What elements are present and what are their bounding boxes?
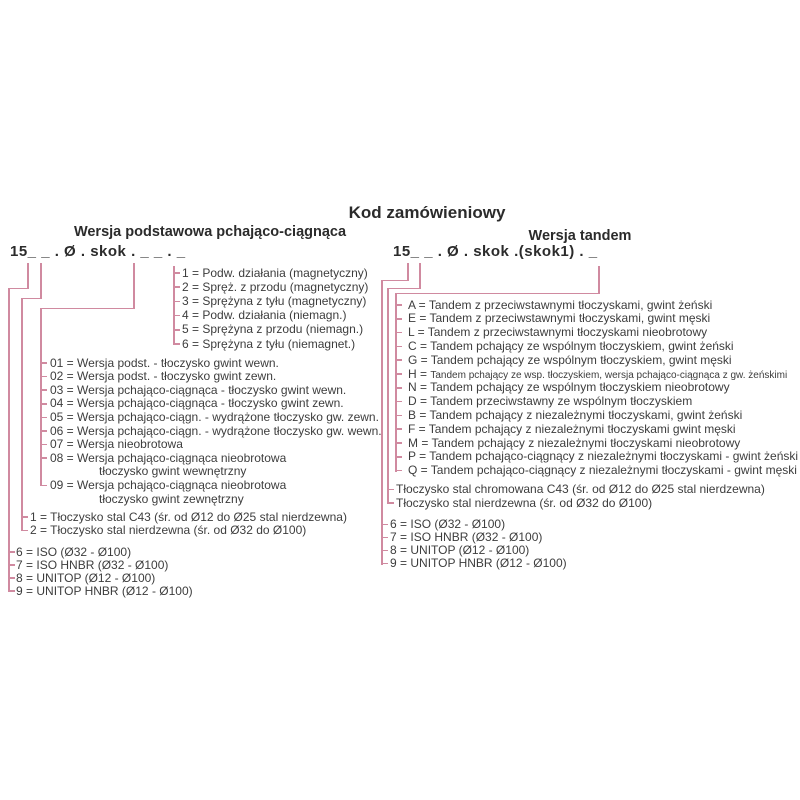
action-type-item bbox=[182, 295, 366, 308]
version-item bbox=[50, 357, 279, 370]
item-code: P = bbox=[408, 449, 430, 464]
connector-line bbox=[8, 288, 10, 592]
tick-line bbox=[8, 551, 15, 553]
item-code: 08 = bbox=[50, 450, 78, 465]
version-item bbox=[50, 411, 379, 424]
tick-line bbox=[173, 343, 180, 345]
connector-line bbox=[381, 280, 383, 565]
tick-line bbox=[173, 301, 180, 303]
item-label: Tandem przeciwstawny ze wspólnym tłoczyskiem bbox=[430, 394, 693, 409]
tick-line bbox=[8, 577, 15, 579]
tandem-type-item bbox=[408, 423, 736, 436]
item-label: Tandem pchający z niezależnymi tłoczyskami nieobrotowy bbox=[431, 435, 741, 450]
item-code: N = bbox=[408, 380, 431, 395]
item-code: 04 = bbox=[50, 396, 78, 411]
tick-line bbox=[40, 417, 47, 419]
item-label: Tandem pchająco-ciągnący z niezależnymi tłoczyskami - gwint żeński bbox=[429, 449, 799, 464]
item-label: Sprężyna z tyłu (niemagnet.) bbox=[202, 336, 356, 351]
version-item bbox=[50, 452, 286, 465]
item-label: Tandem pchający ze wspólnym tłoczyskiem nieobrotowy bbox=[430, 380, 730, 395]
tick-line bbox=[395, 442, 402, 444]
tick-line bbox=[395, 456, 402, 458]
item-label: Tandem pchający ze wsp. tłoczyskiem, wersja pchająco-ciągnąca z gw. żeńskimi bbox=[430, 369, 788, 381]
tick-line bbox=[381, 524, 388, 526]
item-label: UNITOP (Ø12 - Ø100) bbox=[36, 570, 156, 585]
rod-material-item bbox=[30, 511, 347, 524]
item-label: Tandem pchający z niezależnymi tłoczyskami, gwint żeński bbox=[429, 407, 743, 422]
item-code: M = bbox=[408, 435, 432, 450]
item-code: F = bbox=[408, 421, 429, 436]
connector-line bbox=[40, 308, 135, 310]
version-item bbox=[50, 370, 276, 383]
basic-version-heading: Wersja podstawowa pchająco-ciągnąca bbox=[73, 224, 347, 240]
basic-order-code: 15_ _ . Ø . skok . _ _ . _ bbox=[10, 243, 186, 260]
tandem-type-item bbox=[408, 326, 707, 339]
item-label: Wersja pchająco-ciągn. - wydrążone tłoczysko gw. zewn. bbox=[77, 409, 379, 424]
action-type-item bbox=[182, 338, 355, 351]
connector-line bbox=[387, 288, 389, 504]
tick-line bbox=[395, 346, 402, 348]
tick-line bbox=[21, 530, 28, 532]
item-label: Wersja podst. - tłoczysko gwint wewn. bbox=[77, 355, 279, 370]
tick-line bbox=[173, 286, 180, 288]
item-label: Tandem pchająco-ciągnący z niezależnymi tłoczyskami - gwint męski bbox=[430, 463, 797, 478]
tick-line bbox=[40, 376, 47, 378]
tick-line bbox=[381, 537, 388, 539]
tick-line bbox=[40, 430, 47, 432]
version-item bbox=[50, 397, 344, 410]
tick-line bbox=[8, 590, 15, 592]
action-type-item bbox=[182, 323, 363, 336]
rod-material-item bbox=[396, 483, 765, 496]
connector-line bbox=[173, 266, 175, 344]
action-type-item bbox=[182, 267, 368, 280]
rod-material-item bbox=[396, 497, 652, 510]
tick-line bbox=[395, 401, 402, 403]
item-label: Tłoczysko stal C43 (śr. od Ø12 do Ø25 stal nierdzewna) bbox=[50, 509, 347, 524]
item-label: UNITOP HNBR (Ø12 - Ø100) bbox=[36, 583, 193, 598]
connector-line bbox=[598, 266, 600, 293]
connector-line bbox=[8, 288, 29, 290]
tick-line bbox=[395, 304, 402, 306]
tick-line bbox=[395, 332, 402, 334]
tick-line bbox=[8, 564, 15, 566]
connector-line bbox=[387, 288, 421, 290]
item-label: ISO (Ø32 - Ø100) bbox=[410, 517, 506, 531]
item-code: 6 = bbox=[390, 517, 411, 531]
tick-line bbox=[173, 272, 180, 274]
page-title: Kod zamówieniowy bbox=[348, 203, 506, 222]
connector-line bbox=[40, 263, 42, 299]
item-code: C = bbox=[408, 338, 431, 353]
tick-line bbox=[381, 550, 388, 552]
item-code: 5 = bbox=[182, 322, 203, 337]
tick-line bbox=[21, 516, 28, 518]
tick-line bbox=[173, 329, 180, 331]
item-code: 01 = bbox=[50, 355, 78, 370]
connector-line bbox=[395, 293, 600, 295]
tick-line bbox=[395, 318, 402, 320]
item-label: UNITOP (Ø12 - Ø100) bbox=[410, 543, 530, 557]
connector-line bbox=[407, 263, 409, 281]
item-label: Tandem pchający ze wspólnym tłoczyskiem, gwint męski bbox=[430, 352, 732, 367]
tandem-type-item bbox=[408, 299, 712, 312]
tandem-type-item bbox=[408, 354, 732, 367]
item-code: 07 = bbox=[50, 437, 78, 452]
tandem-version-heading: Wersja tandem bbox=[528, 228, 632, 244]
tick-line bbox=[40, 389, 47, 391]
item-code: H = bbox=[408, 366, 431, 381]
connector-line bbox=[133, 263, 135, 309]
tandem-type-item bbox=[408, 437, 740, 450]
item-label: Wersja podst. - tłoczysko gwint zewn. bbox=[77, 369, 277, 384]
item-label: ISO HNBR (Ø32 - Ø100) bbox=[410, 530, 543, 544]
item-code: E = bbox=[408, 311, 430, 326]
item-label: Wersja pchająco-ciągnąca nieobrotowa bbox=[77, 477, 287, 492]
item-label: Tandem z przeciwstawnymi tłoczyskami, gwint męski bbox=[429, 311, 711, 326]
item-label: Tłoczysko stal chromowana C43 (śr. od Ø12 do Ø25 stal nierdzewna) bbox=[396, 482, 765, 496]
item-code: A = bbox=[408, 297, 429, 312]
action-type-item bbox=[182, 281, 368, 294]
tick-line bbox=[395, 359, 402, 361]
item-code: 4 = bbox=[182, 308, 203, 323]
item-code: G = bbox=[408, 352, 431, 367]
tick-line bbox=[40, 403, 47, 405]
item-code: B = bbox=[408, 407, 430, 422]
tick-line bbox=[395, 415, 402, 417]
tandem-type-item bbox=[408, 409, 742, 422]
item-code: 03 = bbox=[50, 382, 78, 397]
version-item bbox=[50, 425, 382, 438]
connector-line bbox=[27, 263, 29, 288]
tick-line bbox=[395, 470, 402, 472]
item-code: 9 = bbox=[16, 583, 37, 598]
item-code: 6 = bbox=[16, 544, 37, 559]
item-code: 05 = bbox=[50, 409, 78, 424]
item-code: Q = bbox=[408, 463, 431, 478]
tandem-type-item bbox=[408, 450, 798, 463]
tick-line bbox=[395, 387, 402, 389]
item-label: Wersja nieobrotowa bbox=[77, 437, 183, 452]
item-code: 8 = bbox=[390, 543, 411, 557]
version-item-continuation: tłoczysko gwint wewnętrzny bbox=[99, 464, 247, 479]
version-item bbox=[50, 384, 346, 397]
tandem-type-item bbox=[408, 395, 692, 408]
item-code: 9 = bbox=[390, 556, 411, 570]
item-label: Wersja pchająco-ciągn. - wydrążone tłoczysko gw. wewn. bbox=[77, 423, 382, 438]
item-label: Wersja pchająco-ciągnąca nieobrotowa bbox=[77, 450, 287, 465]
tandem-type-item bbox=[408, 340, 734, 353]
item-label: ISO (Ø32 - Ø100) bbox=[36, 544, 132, 559]
item-label: Tandem pchający ze wspólnym tłoczyskiem, gwint żeński bbox=[430, 338, 734, 353]
item-code: 2 = bbox=[30, 523, 51, 537]
version-item-continuation: tłoczysko gwint zewnętrzny bbox=[99, 491, 244, 506]
item-code: 02 = bbox=[50, 369, 78, 384]
tick-line bbox=[395, 373, 402, 375]
tick-line bbox=[173, 315, 180, 317]
tick-line bbox=[40, 362, 47, 364]
connector-line bbox=[419, 263, 421, 289]
item-label: Tandem pchający z niezależnymi tłoczyskami gwint męski bbox=[428, 421, 736, 436]
tick-line bbox=[387, 489, 394, 491]
item-label: Wersja pchająco-ciągnąca - tłoczysko gwint zewn. bbox=[77, 396, 344, 411]
connector-line bbox=[21, 298, 23, 531]
item-code: 7 = bbox=[390, 530, 411, 544]
tandem-type-item bbox=[408, 381, 730, 394]
item-label: ISO HNBR (Ø32 - Ø100) bbox=[36, 557, 169, 572]
item-label: Tłoczysko stal nierdzewna (śr. od Ø32 do Ø100) bbox=[50, 523, 307, 537]
item-code: 2 = bbox=[182, 279, 203, 294]
item-code: 3 = bbox=[182, 293, 203, 308]
action-type-item bbox=[182, 309, 346, 322]
tick-line bbox=[40, 444, 47, 446]
tick-line bbox=[40, 457, 47, 459]
connector-line bbox=[21, 298, 42, 300]
item-label: Tłoczysko stal nierdzewna (śr. od Ø32 do Ø100) bbox=[396, 495, 653, 510]
tick-line bbox=[381, 563, 388, 565]
item-code: 1 = bbox=[182, 265, 203, 280]
rod-material-item bbox=[30, 524, 306, 537]
item-code: D = bbox=[408, 394, 431, 409]
version-item bbox=[50, 438, 183, 451]
item-label: UNITOP HNBR (Ø12 - Ø100) bbox=[410, 556, 567, 570]
item-label: Wersja pchająco-ciągnąca - tłoczysko gwint wewn. bbox=[77, 382, 347, 397]
item-code: 06 = bbox=[50, 423, 78, 438]
item-code: 7 = bbox=[16, 557, 37, 572]
item-label: Tandem z przeciwstawnymi tłoczyskami nieobrotowy bbox=[427, 325, 708, 340]
seal-type-item bbox=[16, 585, 193, 598]
item-code: L = bbox=[408, 325, 428, 340]
seal-type-item bbox=[390, 557, 567, 570]
item-label: Sprężyna z przodu (niemagn.) bbox=[202, 322, 364, 337]
connector-line bbox=[381, 280, 409, 282]
item-code: 8 = bbox=[16, 570, 37, 585]
version-item bbox=[50, 479, 286, 492]
item-label: Podw. działania (magnetyczny) bbox=[202, 265, 368, 280]
tick-line bbox=[40, 485, 47, 487]
tandem-type-item bbox=[408, 464, 797, 477]
item-label: Podw. działania (niemagn.) bbox=[202, 308, 347, 323]
tandem-type-item bbox=[408, 312, 710, 325]
tick-line bbox=[387, 502, 394, 504]
item-label: Tandem z przeciwstawnymi tłoczyskami, gwint żeński bbox=[428, 297, 713, 312]
tick-line bbox=[395, 428, 402, 430]
item-code: 1 = bbox=[30, 509, 51, 524]
tandem-order-code: 15_ _ . Ø . skok .(skok1) . _ bbox=[393, 243, 598, 260]
item-code: 6 = bbox=[182, 336, 203, 351]
item-label: Sprężyna z tyłu (magnetyczny) bbox=[202, 293, 367, 308]
item-code: 09 = bbox=[50, 477, 78, 492]
item-label: Spręż. z przodu (magnetyczny) bbox=[202, 279, 369, 294]
